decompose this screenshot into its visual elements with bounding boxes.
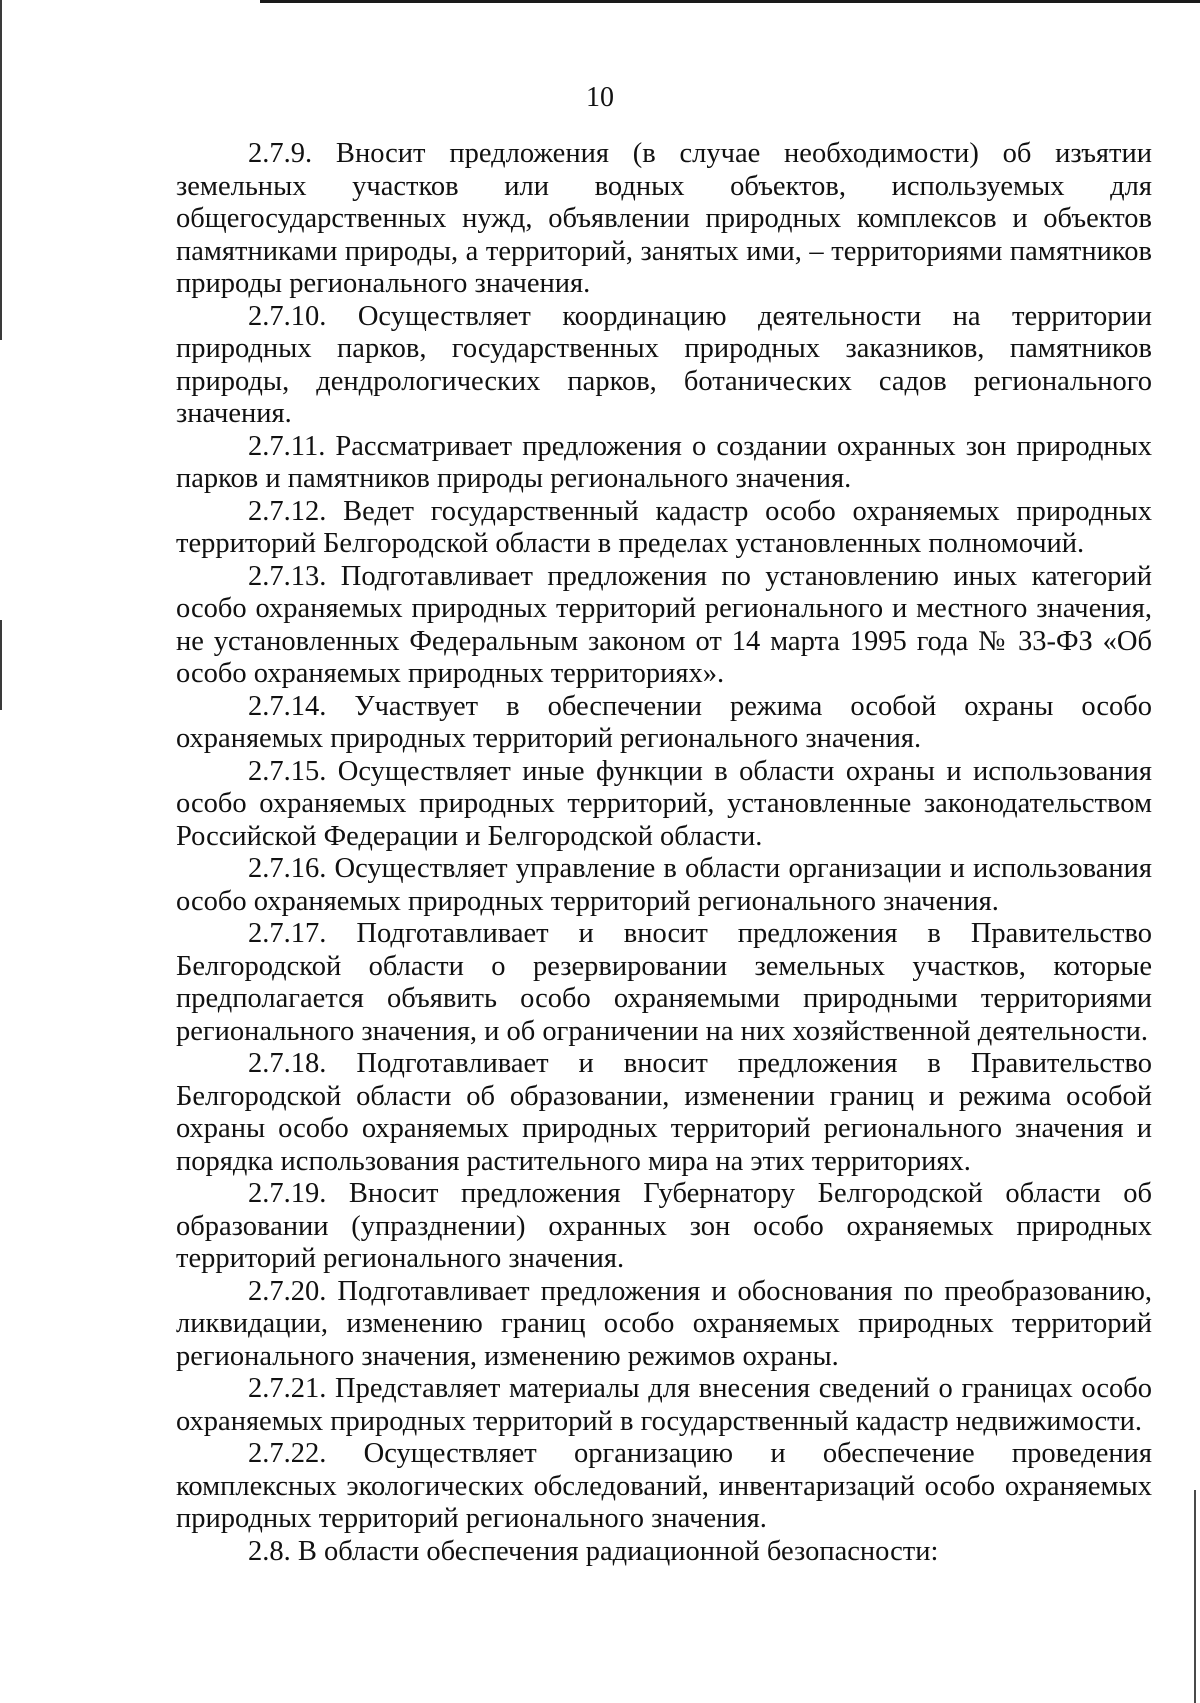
paragraph-2-7-17: 2.7.17. Подготавливает и вносит предложения в Правительство Белгородской области о резервировании земельных участков, которые предполагается объявить особо охраняемыми природными территориями регионального значения, и об ограничении на них хозяйственной деятельности. (176, 918, 1152, 1047)
scan-edge-right (1194, 1490, 1196, 1703)
scan-edge-left (0, 0, 2, 340)
paragraph-2-7-9: 2.7.9. Вносит предложения (в случае необходимости) об изъятии земельных участков или водных объектов, используемых для общегосударственных нужд, объявлении природных комплексов и объектов памятниками природы, а территорий, занятых ими, – территориями памятников природы регионального значения. (176, 138, 1152, 299)
paragraph-2-7-16: 2.7.16. Осуществляет управление в области организации и использования особо охраняемых природных территорий регионального значения. (176, 853, 1152, 917)
paragraph-2-7-15: 2.7.15. Осуществляет иные функции в области охраны и использования особо охраняемых природных территорий, установленные законодательством Российской Федерации и Белгородской области. (176, 755, 1152, 852)
page-number: 10 (586, 82, 614, 113)
paragraph-2-7-21: 2.7.21. Представляет материалы для внесения сведений о границах особо охраняемых природных территорий в государственный кадастр недвижимости. (176, 1373, 1152, 1437)
paragraph-2-7-14: 2.7.14. Участвует в обеспечении режима особой охраны особо охраняемых природных территорий регионального значения. (176, 690, 1152, 754)
paragraph-2-8: 2.8. В области обеспечения радиационной безопасности: (248, 1535, 939, 1567)
paragraph-2-7-20: 2.7.20. Подготавливает предложения и обоснования по преобразованию, ликвидации, изменению границ особо охраняемых природных территорий регионального значения, изменению режимов охраны. (176, 1275, 1152, 1372)
paragraph-2-7-10: 2.7.10. Осуществляет координацию деятельности на территории природных парков, государственных природных заказников, памятников природы, дендрологических парков, ботанических садов регионального значения. (176, 300, 1152, 429)
document-body (176, 138, 1152, 1568)
paragraph-2-7-22: 2.7.22. Осуществляет организацию и обеспечение проведения комплексных экологических обследований, инвентаризаций особо охраняемых природных территорий регионального значения. (176, 1438, 1152, 1534)
paragraph-2-7-19: 2.7.19. Вносит предложения Губернатору Белгородской области об образовании (упразднении) охранных зон особо охраняемых природных территорий регионального значения. (176, 1178, 1152, 1274)
paragraph-2-7-18: 2.7.18. Подготавливает и вносит предложения в Правительство Белгородской области об образовании, изменении границ и режима особой охраны особо охраняемых природных территорий регионального значения и порядка использования растительного мира на этих территориях. (176, 1048, 1152, 1177)
scan-edge-left (0, 620, 2, 710)
paragraph-2-7-12: 2.7.12. Ведет государственный кадастр особо охраняемых природных территорий Белгородской области в пределах установленных полномочий. (176, 495, 1152, 559)
paragraph-2-7-11: 2.7.11. Рассматривает предложения о создании охранных зон природных парков и памятников природы регионального значения. (176, 430, 1152, 494)
scan-edge-top (260, 0, 1200, 3)
paragraph-2-7-13: 2.7.13. Подготавливает предложения по установлению иных категорий особо охраняемых природных территорий регионального и местного значения, не установленных Федеральным законом от 14 марта 1995 года № 33-ФЗ «Об особо охраняемых природных территориях». (176, 560, 1152, 689)
